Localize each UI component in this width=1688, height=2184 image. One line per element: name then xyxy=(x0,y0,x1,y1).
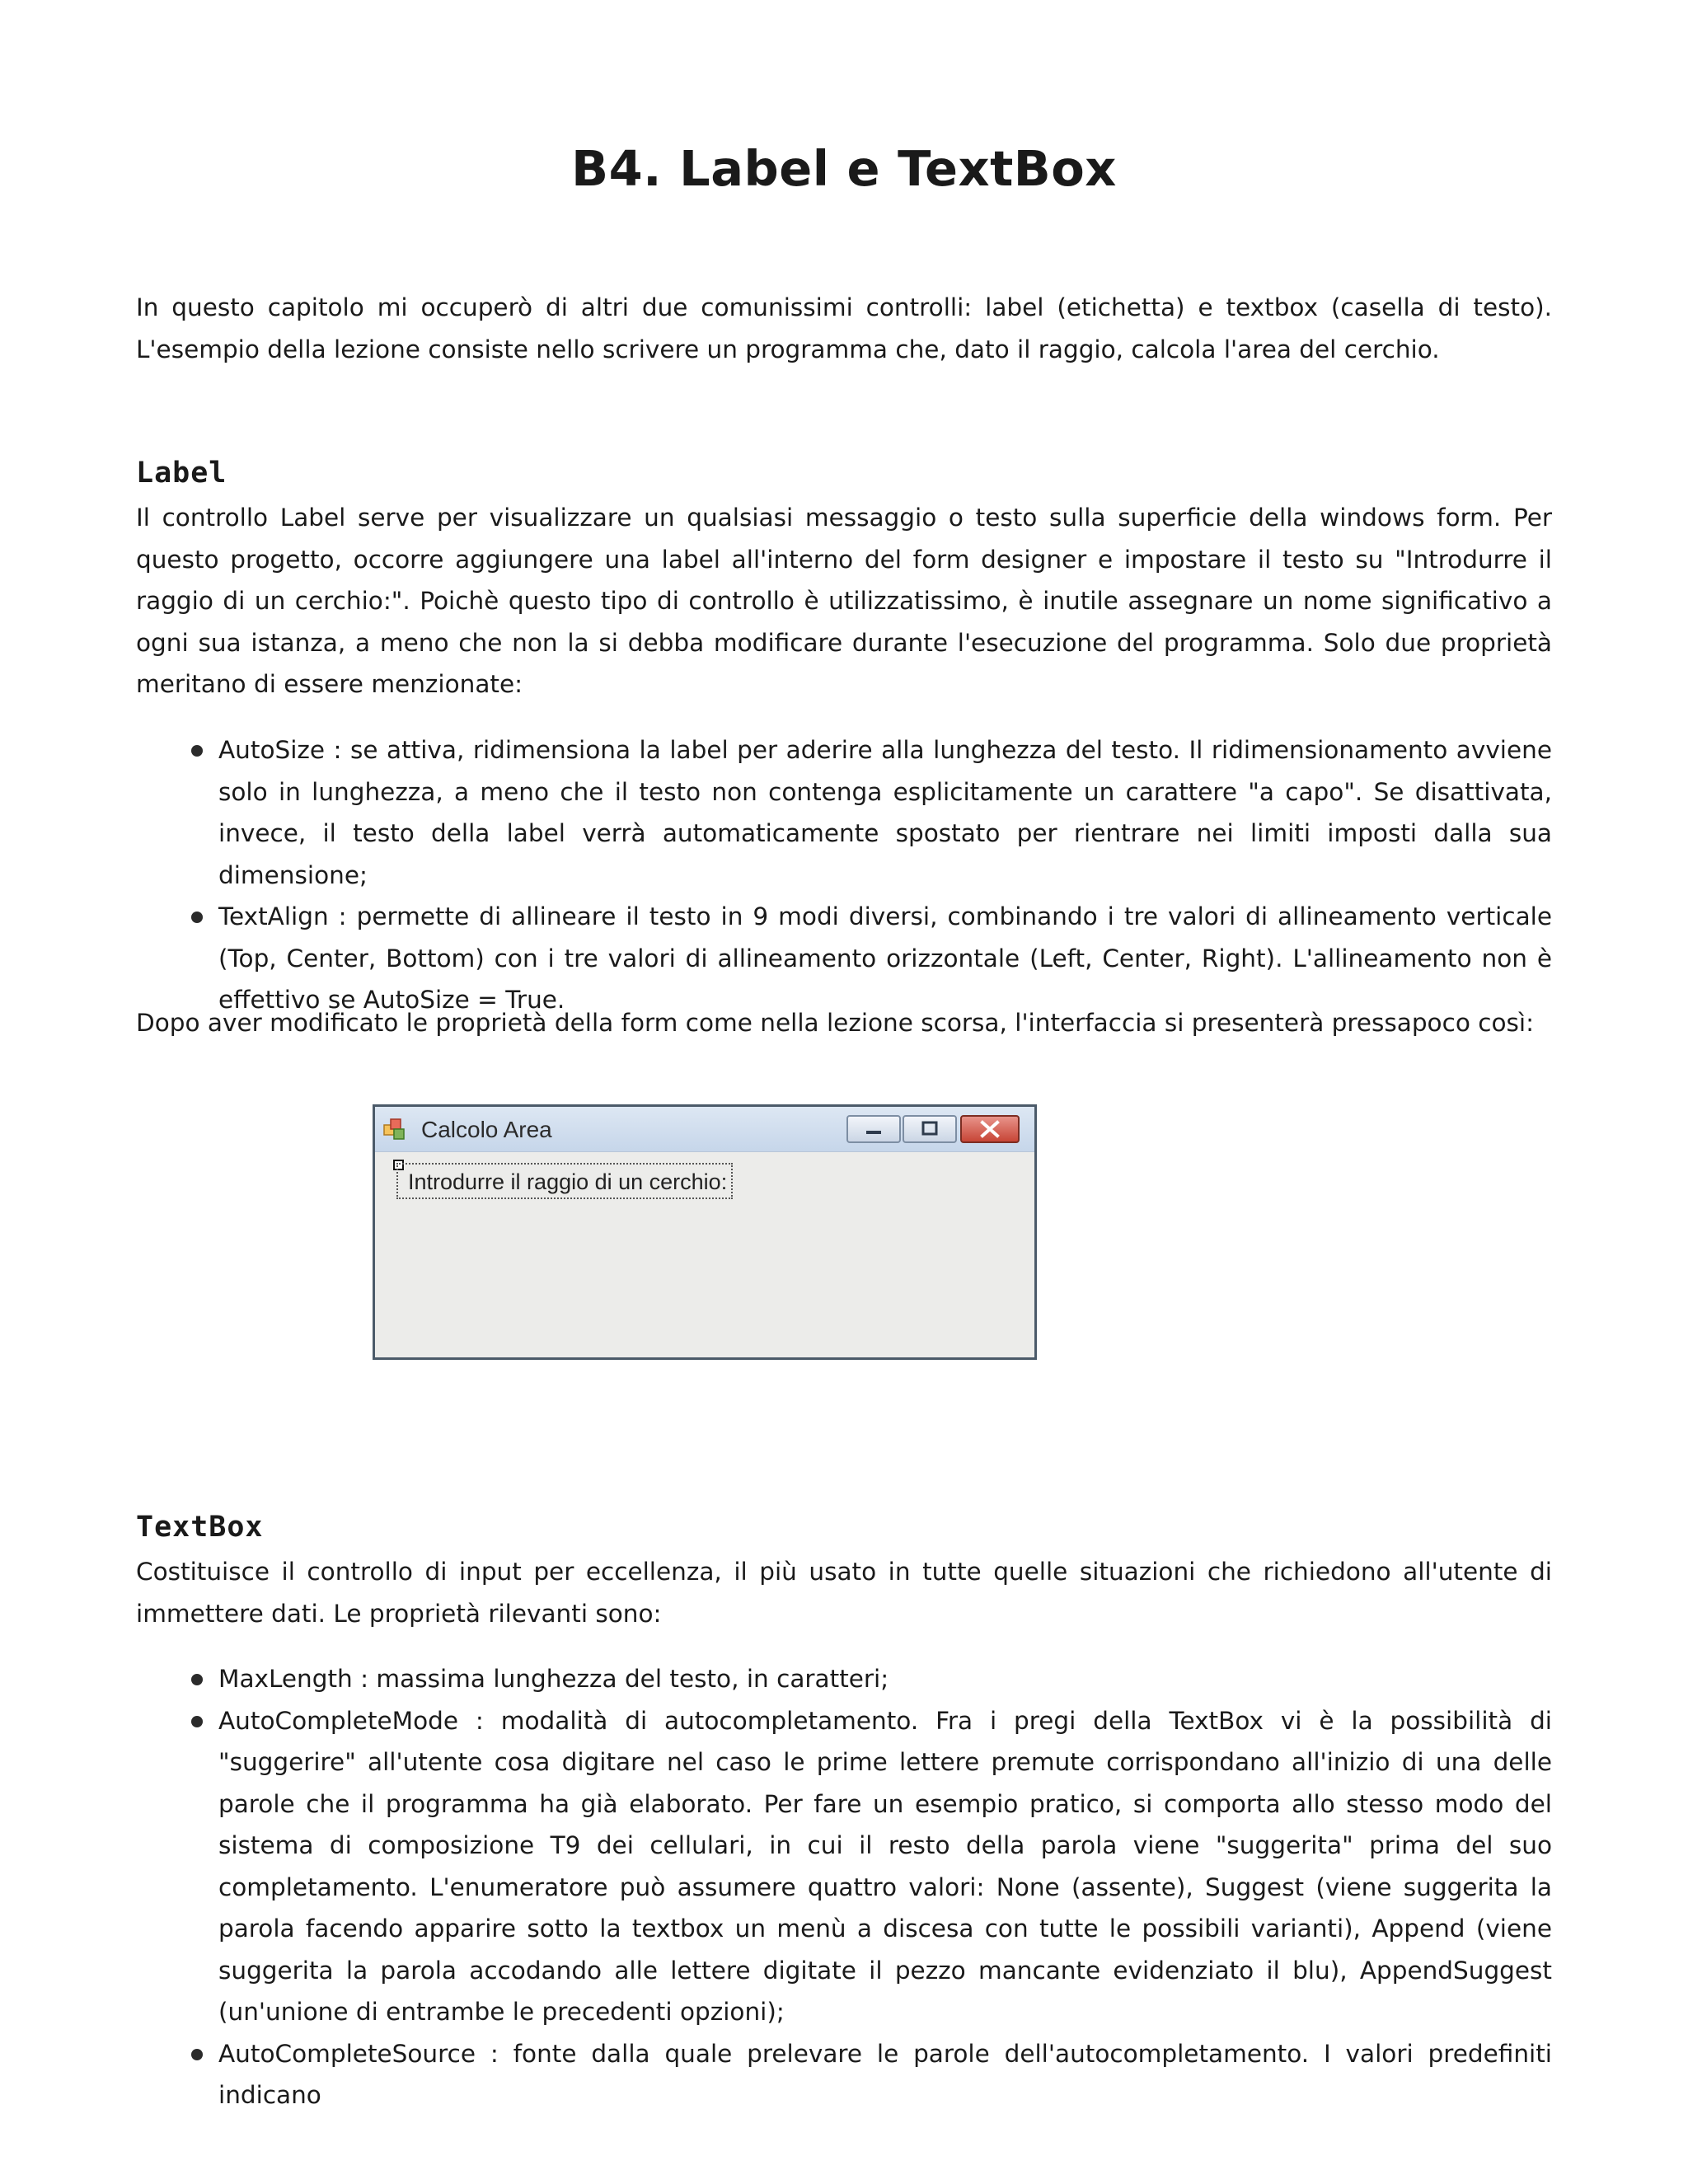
list-item-text: MaxLength : massima lunghezza del testo, in caratteri; xyxy=(218,1665,889,1693)
close-button[interactable] xyxy=(960,1115,1020,1143)
form-screenshot-window xyxy=(373,1104,1037,1360)
list-item xyxy=(218,729,1552,896)
radius-label[interactable]: Introdurre il raggio di un cerchio: xyxy=(396,1163,733,1199)
intro-paragraph: In questo capitolo mi occuperò di altri due comunissimi controlli: label (etichetta) e textbox (casella di testo). L'esempio della lezione consiste nello scrivere un programma che, dato il raggio, calcola l'area del cerchio. xyxy=(136,293,1552,363)
interface-intro-paragraph: Dopo aver modificato le proprietà della form come nella lezione scorsa, l'interfaccia si presenterà pressapoco così: xyxy=(136,1009,1535,1037)
bullet-icon xyxy=(191,2049,203,2060)
app-form-icon xyxy=(383,1118,406,1140)
bullet-icon xyxy=(191,1716,203,1727)
label-section-heading: Label xyxy=(136,457,227,490)
bullet-icon xyxy=(191,1674,203,1685)
textbox-properties-list xyxy=(218,1658,1552,2116)
page-title: B4. Label e TextBox xyxy=(571,140,1117,197)
list-item xyxy=(218,1658,1552,1700)
textbox-section-heading: TextBox xyxy=(136,1511,264,1544)
label-section-paragraph: Il controllo Label serve per visualizzare un qualsiasi messaggio o testo sulla superficie della windows form. Per questo progetto, occorre aggiungere una label all'interno del form designer e impostare il testo su "Introdurre il raggio di un cerchio:". Poichè questo tipo di controllo è utilizzatissimo, è inutile assegnare un nome significativo a ogni sua istanza, a meno che non la si debba modificare durante l'esecuzione del programma. Solo due proprietà meritano di essere menzionate: xyxy=(136,504,1552,698)
window-title: Calcolo Area xyxy=(421,1117,552,1142)
bullet-icon xyxy=(191,912,203,923)
list-item xyxy=(218,1700,1552,2033)
maximize-button[interactable] xyxy=(903,1115,957,1143)
minimize-button[interactable] xyxy=(846,1115,901,1143)
list-item-text: AutoCompleteMode : modalità di autocompletamento. Fra i pregi della TextBox vi è la possibilità di "suggerire" all'utente cosa digitare nel caso le prime lettere premute corrispondano all'inizio di una delle parole che il programma ha già elaborato. Per fare un esempio pratico, si comporta allo stesso modo del sistema di composizione T9 dei cellulari, in cui il resto della parola viene "suggerita" prima del suo completamento. L'enumeratore può assumere quattro valori: None (assente), Suggest (viene suggerita la parola facendo apparire sotto la textbox un menù a discesa con tutte le possibili varianti), Append (viene suggerita la parola accodando alle lettere digitate il pezzo mancante evidenziato il blu), AppendSuggest (un'unione di entrambe le precedenti opzioni); xyxy=(218,1706,1552,2026)
list-item xyxy=(218,2033,1552,2116)
bullet-icon xyxy=(191,745,203,757)
window-titlebar[interactable] xyxy=(375,1107,1034,1152)
window-client-area xyxy=(375,1152,1034,1357)
list-item-text: AutoSize : se attiva, ridimensiona la label per aderire alla lunghezza del testo. Il ridimensionamento avviene solo in lunghezza, a meno che il testo non contenga esplicitamente un carattere "a capo". Se disattivata, invece, il testo della label verrà automaticamente spostato per rientrare nei limiti imposti dalla sua dimensione; xyxy=(218,736,1552,889)
label-properties-list xyxy=(218,729,1552,1021)
textbox-section-paragraph: Costituisce il controllo di input per eccellenza, il più usato in tutte quelle situazioni che richiedono all'utente di immettere dati. Le proprietà rilevanti sono: xyxy=(136,1558,1552,1628)
list-item-text: AutoCompleteSource : fonte dalla quale prelevare le parole dell'autocompletamento. I valori predefiniti indicano xyxy=(218,2039,1552,2109)
list-item-text: TextAlign : permette di allineare il testo in 9 modi diversi, combinando i tre valori di allineamento verticale (Top, Center, Bottom) con i tre valori di allineamento orizzontale (Left, Center, Right). L'allineamento non è effettivo se AutoSize = True. xyxy=(218,902,1552,1014)
